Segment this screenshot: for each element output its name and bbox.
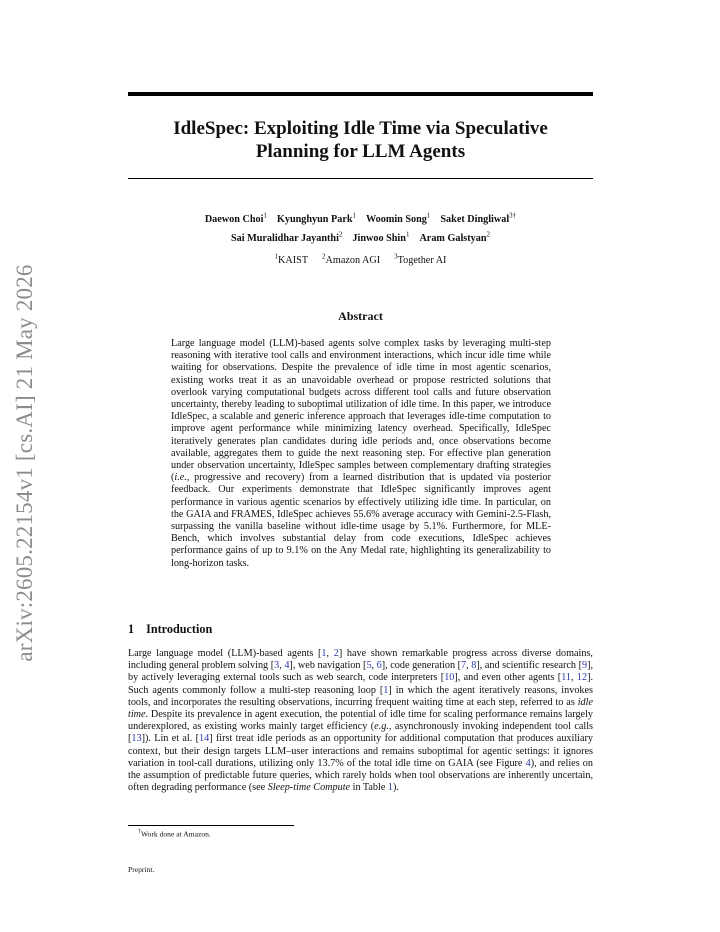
author-text: Kyunghyun Park xyxy=(276,214,353,226)
author-name xyxy=(366,214,430,225)
section-heading-introduction xyxy=(128,622,212,637)
title-line-1: IdleSpec: Exploiting Idle Time via Speculative xyxy=(173,118,548,139)
citation-link[interactable]: 4 xyxy=(525,757,531,769)
abstract-text xyxy=(171,338,551,570)
citation-link[interactable]: 7 xyxy=(461,660,467,672)
citation-link[interactable]: 4 xyxy=(284,660,290,672)
author-row-1 xyxy=(128,209,593,227)
body-text: ], code generation [ xyxy=(381,660,462,672)
author-text: Saket Dingliwal xyxy=(440,214,510,226)
body-text: , xyxy=(466,660,472,672)
body-text: ] in which the agent iteratively reasons, invokes tools, and incorporates the resulting observations, incurring frequent waiting time at each step, referred to as xyxy=(128,684,593,708)
author-affiliation-mark: 2 xyxy=(486,230,491,239)
body-text: in Table xyxy=(350,782,388,794)
citation-link[interactable]: 12 xyxy=(576,672,588,684)
author-name xyxy=(352,230,410,244)
body-text: , xyxy=(371,660,377,672)
body-text: ]. Such agents commonly follow a multi-step reasoning loop [ xyxy=(128,672,594,696)
citation-link[interactable]: 6 xyxy=(376,660,382,672)
preprint-label: Preprint. xyxy=(128,865,155,874)
body-text: , xyxy=(571,672,577,684)
emphasis-text: idle time xyxy=(128,696,593,721)
body-text: , asynchronously invoking independent tool calls [ xyxy=(128,721,593,745)
author-affiliation-mark: 1 xyxy=(426,212,431,220)
citation-link[interactable]: 5 xyxy=(366,660,372,672)
affiliation xyxy=(274,252,309,267)
section-number: 1 xyxy=(128,622,135,636)
body-text: . Despite its prevalence in agent execution, the potential of idle time for scaling performance remains largely underexplored, as existing works mainly target efficiency ( xyxy=(128,709,593,733)
citation-link[interactable]: 11 xyxy=(561,672,572,684)
author-text: Aram Galstyan xyxy=(419,232,487,244)
citation-link[interactable]: 10 xyxy=(444,672,455,684)
title-bottom-rule xyxy=(128,178,593,179)
emphasis-text: i.e. xyxy=(174,472,187,484)
citation-link[interactable]: 14 xyxy=(199,733,210,745)
citation-link[interactable]: 1 xyxy=(383,684,389,696)
affiliation-mark: 2 xyxy=(322,252,326,261)
emphasis-text: e.g. xyxy=(374,721,389,733)
citation-link[interactable]: 1 xyxy=(387,782,394,794)
citation-link[interactable]: 13 xyxy=(131,733,142,745)
footnote-mark: † xyxy=(138,829,141,835)
author-affiliation-mark: 1 xyxy=(352,212,357,220)
author-text: Woomin Song xyxy=(366,214,427,226)
citation-link[interactable]: 9 xyxy=(581,660,588,672)
author-name xyxy=(419,230,491,244)
body-text: ), and relies on the assumption of predictable future queries, which rarely holds when tool observations are inherently uncertain, often degrading performance (see xyxy=(128,757,593,794)
arxiv-watermark xyxy=(0,258,50,668)
affiliation-row xyxy=(128,250,593,268)
arxiv-identifier: arXiv:2605.22154v1 [cs.AI] 21 May 2026 xyxy=(12,264,37,662)
body-text: , xyxy=(326,648,334,659)
author-text: Daewon Choi xyxy=(204,214,264,226)
title-line-2: Planning for LLM Agents xyxy=(255,141,466,162)
author-affiliation-mark: 3† xyxy=(509,212,517,220)
citation-link[interactable]: 8 xyxy=(471,660,477,672)
body-text: ], web navigation [ xyxy=(289,660,367,672)
citation-link[interactable]: 1 xyxy=(321,648,327,659)
author-affiliation-mark: 2 xyxy=(338,230,343,239)
introduction-text xyxy=(128,648,593,794)
affiliation-text: Together AI xyxy=(397,255,447,267)
footnote xyxy=(138,829,211,839)
affiliation xyxy=(394,252,447,267)
body-text: , progressive and recovery) from a learned distribution that is updated via posterior feedback. Our experiments demonstrate that IdleSpec significantly improves agent performance in various agentic scenarios by effectively utilizing idle time. In particular, on the GAIA and FRAMES, IdleSpec achieves 55.6% average accuracy with Gemini-2.5-Flash, surpassing the vanilla baseline without idle-time usage by 5.1%. Furthermore, for MLE-Bench, which involves substantial delay from code executions, IdleSpec achieves performance gains of up to 9.1% on the Any Medal rate, highlighting its generalizability to long-horizon tasks. xyxy=(171,472,551,569)
body-text: ] first treat idle periods as an opportunity for additional computation that produces auxiliary context, but their design targets LLM–user interactions and remains suboptimal for agentic settings: it ignores variation in tool-call durations, utilizing only 13.7% of the total idle time on GAIA (see Figure xyxy=(128,733,593,769)
affiliation-text: Amazon AGI xyxy=(325,255,381,267)
footnote-rule xyxy=(128,825,294,826)
author-block xyxy=(128,209,593,268)
body-text: ] have shown remarkable progress across diverse domains, including general problem solving [ xyxy=(128,648,593,672)
author-text: Jinwoo Shin xyxy=(352,232,406,244)
body-text: ], and scientific research [ xyxy=(476,660,582,672)
title-top-rule xyxy=(128,92,593,96)
affiliation-mark: 1 xyxy=(274,252,279,261)
body-text: ]). Lin et al. [ xyxy=(141,733,200,745)
emphasis-text: Sleep-time Compute xyxy=(267,782,351,794)
affiliation-mark: 3 xyxy=(394,252,398,261)
body-text: Large language model (LLM)-based agents solve complex tasks by leveraging multi-step reasoning with iterative tool calls and environment interactions, which incur idle time while waiting for observations. Despite the prevalence of idle time in most agentic scenarios, existing works treat it as an unavoidable overhead or propose restricted solutions that overlook varying computational budgets across different tool calls and future observation uncertainty, thereby leading to suboptimal utilization of idle time. In this paper, we introduce IdleSpec, a scalable and generic inference approach that leverages idle-time computation to improve agent performance while minimizing latency overhead. Specifically, IdleSpec iteratively generates plan candidates during idle periods and, once observations become available, aggregates them to guide the next reasoning step. For effective plan generation under observation uncertainty, IdleSpec samples between complementary drafting strategies ( xyxy=(171,338,551,484)
body-text: ], and even other agents [ xyxy=(454,672,562,684)
citation-link[interactable]: 2 xyxy=(333,648,339,659)
paper-title xyxy=(128,117,593,163)
body-text: ). xyxy=(393,782,399,794)
author-affiliation-mark: 1 xyxy=(405,230,410,239)
author-name xyxy=(205,214,267,225)
body-text: ], by actively leveraging external tools such as web search, code interpreters [ xyxy=(128,660,594,684)
section-title: Introduction xyxy=(146,622,213,636)
author-name xyxy=(440,214,516,225)
body-text: Large language model (LLM)-based agents [ xyxy=(128,648,322,659)
author-text: Sai Muralidhar Jayanthi xyxy=(230,232,339,244)
citation-link[interactable]: 3 xyxy=(274,660,280,672)
author-name xyxy=(277,214,356,225)
affiliation xyxy=(322,252,381,267)
footnote-text: Work done at Amazon. xyxy=(141,829,211,839)
body-text: , xyxy=(279,660,285,672)
affiliation-text: KAIST xyxy=(278,255,309,267)
author-name xyxy=(230,230,343,244)
author-affiliation-mark: 1 xyxy=(263,212,267,220)
abstract-heading: Abstract xyxy=(338,309,383,323)
author-row-2 xyxy=(128,227,593,245)
